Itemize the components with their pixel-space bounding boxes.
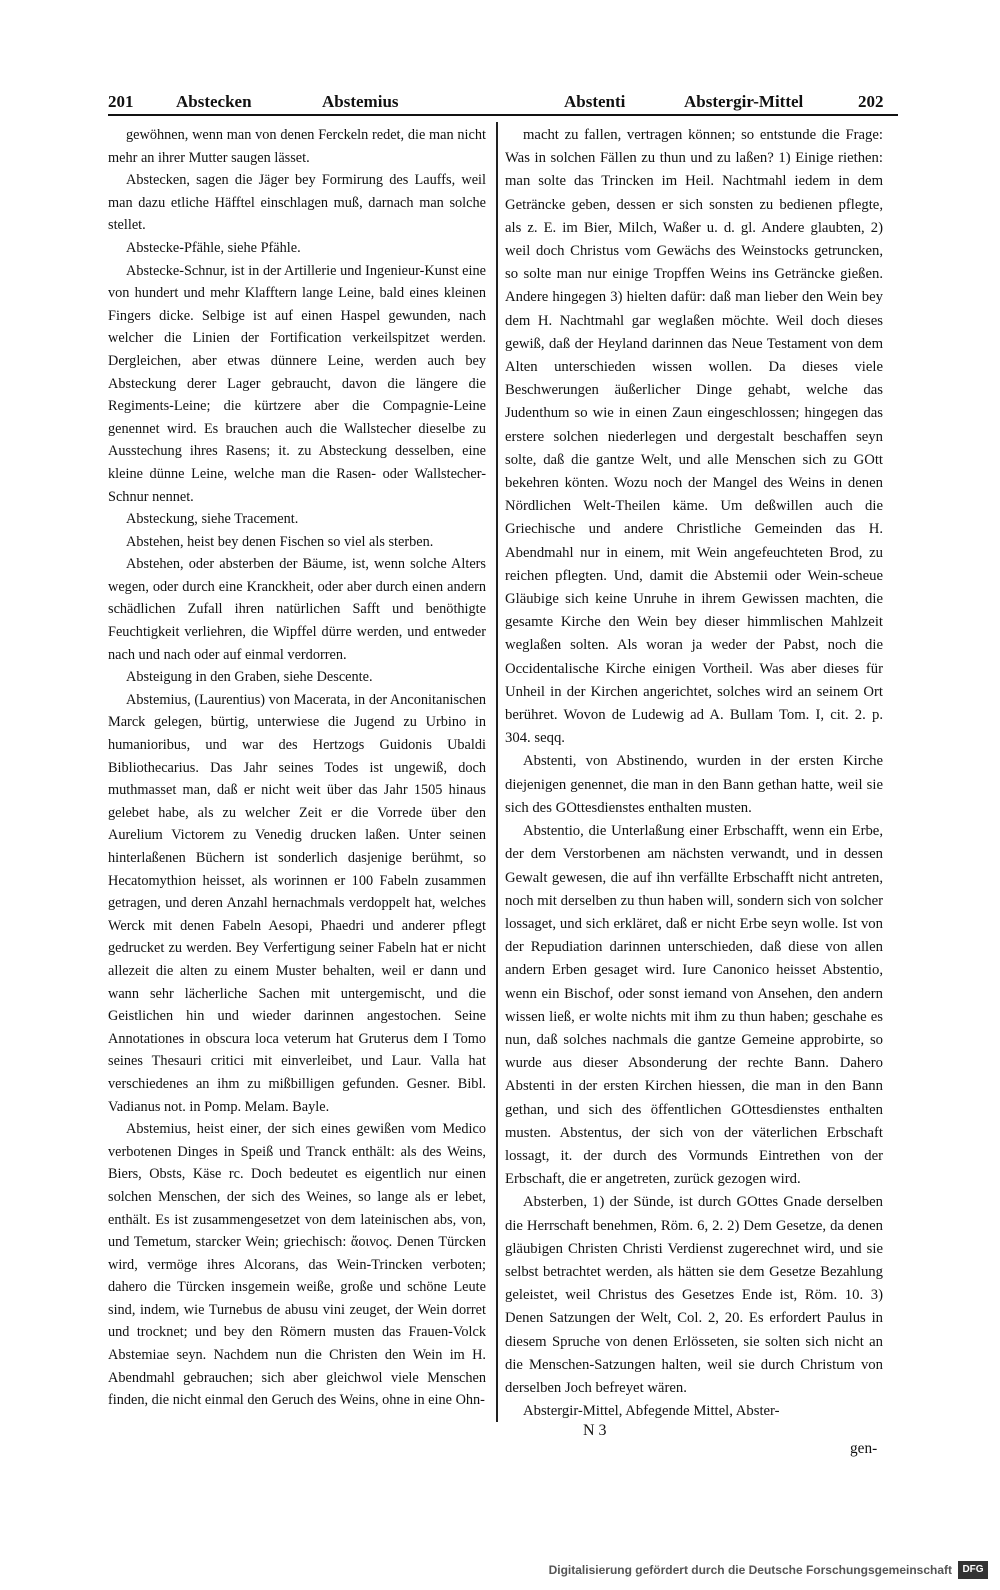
catchword: gen- bbox=[850, 1440, 878, 1457]
right-column bbox=[505, 124, 883, 1423]
signature-mark: N 3 bbox=[583, 1422, 607, 1439]
paragraph: Abstecken, sagen die Jäger bey Formirung des Lauffs, weil man dazu etliche Häfftel einschlagen muß, darnach man solche stellet. bbox=[108, 172, 486, 234]
left-column bbox=[108, 124, 486, 1412]
paragraph: Absteigung in den Graben, siehe Descente. bbox=[126, 669, 373, 686]
dfg-logo: DFG bbox=[958, 1561, 988, 1579]
paragraph: macht zu fallen, vertragen können; so entstunde die Frage: Was in solchen Fällen zu thun und zu laßen? 1) Einige riethen: man solte das Trincken im Heil. Nachtmahl iedem in dem Geträncke geben, dessen er sich sonsten zu bedienen pflegte, als z. E. im Bier, Milch, Waßer u. d. gl. Andere glaubten, 2) weil doch Christus vom Gewächs des Weinstocks getruncken, so solte man nur einige Tropffen Weins ins Geträncke gießen. Andere hingegen 3) hielten dafür: daß man lieber den Wein bey dem H. Nachtmahl gar weglaßen möchte. Weil doch dieses gewiß, daß der Heyland darinnen das Neue Testament von dem Alten unterschieden wissen wollen. Da dieses viele Beschwerungen äußerlicher Dinge gehabt, welche das Judenthum so wie in einen Zaun eingeschlossen; hingegen das erstere solchen niederlegen und dergestalt beschaffen seyn solte, daß die gantze Welt, und alle Menschen sich zu GOtt bekehren könten. Wozu noch der Mangel des Weins in denen Nördlichen Welt-Theilen käme. Um deßwillen auch die Griechische und andere Christliche Gemeinden das H. Abendmahl nur in einem, mit Wein angefeuchteten Brod, zu reichen pflegten. Und, damit die Abstemii oder Wein-scheue Gläubige sich keine Unruhe in ihrem Gewissen machten, die gesamte Kirche den Wein bey dieser himmlischen Mahlzeit weglaßen solten. Als woran ja weder der Pabst, noch die Occidentalische Kirche einigen Vortheil. Was aber dieses für Unheil in der Kirchen angerichtet, solches wird an seinem Ort berühret. Wovon de Ludewig ad A. Bullam Tom. I, cit. 2. p. 304. seqq. bbox=[505, 127, 883, 747]
paragraph: gewöhnen, wenn man von denen Ferckeln redet, die man nicht mehr an ihrer Mutter saugen lässet. bbox=[108, 127, 486, 166]
catchword-right-1: Abstenti bbox=[564, 92, 626, 111]
page-number-right: 202 bbox=[858, 92, 884, 111]
catchword-left-1: Abstecken bbox=[176, 92, 252, 111]
running-header bbox=[108, 88, 898, 118]
paragraph: Abstehen, oder absterben der Bäume, ist, wenn solche Alters wegen, oder durch eine Kranckheit, oder aber durch einen andern schädlichen Zufall ihren natürlichen Safft und benöthigte Feuchtigkeit verliehren, die Wipffel dürre werden, und entweder nach und nach oder auf einmal verdorren. bbox=[108, 556, 486, 663]
header-rule bbox=[108, 114, 898, 116]
paragraph: Abstemius, (Laurentius) von Macerata, in der Anconitanischen Marck gelegen, bürtig, unterwiese die Jugend zu Urbino in humanioribus, und war des Hertzogs Guidonis Ubaldi Bibliothecarius. Das Jahr seines Todes ist ungewiß, doch muthmasset man, daß er nicht weit über das Jahr 1505 hinaus gelebet habe, als zu welcher Zeit er die Vorrede über den Aurelium Victorem zu Venedig drucken laßen. Unter seinen hinterlaßenen Büchern ist sonderlich dasjenige berühmt, so Hecatomythion heisset, als worinnen er 100 Fabeln zusammen getragen, und deren Anzahl hernachmals verdoppelt hat, welches Werck mit denen Fabeln Aesopi, Phaedri und anderer pflegt gedrucket zu werden. Bey Verfertigung seiner Fabeln hat er nicht allezeit die alten zu einem Muster behalten, weil er dann und wann sehr lächerliche Sachen mit untergemischt, und die Geistlichen hin und wieder darinnen angestochen. Seine Annotationes in obscura loca veterum hat Gruterus dem I Tomo seines Thesauri critici mit einverleibet, und Laur. Valla hat verschiedenes an ihm zu mißbilligen gefunden. Gesner. Bibl. Vadianus not. in Pomp. Melam. Bayle. bbox=[108, 691, 486, 1115]
paragraph: Absterben, 1) der Sünde, ist durch GOttes Gnade derselben die Herrschaft benehmen, Röm. 6, 2. 2) Dem Gesetze, da denen gläubigen Christen Christi Verdienst zugerechnet wird, und sie selbst betrachtet werden, als hätten sie dem Gesetze Bezahlung geleistet, weil Christus des Gesetzes Ende ist, Röm. 10. 3) Denen Satzungen der Welt, Col. 2, 20. Es erfordert Paulus in diesem Spruche von denen Erlösseten, sie solten sich nicht an die Menschen-Satzungen halten, weil sie durch Christum von derselben Joch befreyet wären. bbox=[505, 1194, 883, 1396]
paragraph: Abstergir-Mittel, Abfegende Mittel, Abster- bbox=[523, 1403, 780, 1420]
page-number-left: 201 bbox=[108, 92, 134, 111]
paragraph: Abstecke-Schnur, ist in der Artillerie und Ingenieur-Kunst eine von hundert und mehr Klafftern lange Leine, bald eines kleinen Fingers dicke. Selbige ist auf einen Haspel gewunden, nach welcher die Linien der Fortification verkeilspitzet werden. Dergleichen, aber etwas dünnere Leine, werden auch bey Absteckung derer Lager gebraucht, davon die längere die Regiments-Leine; die kürtzere aber die Compagnie-Leine genennet wird. Es brauchen auch die Wallstecher dieselbe zu Ausstechung ihres Rasens; it. zu Absteckung desselben, eine kleine dünne Leine, welche man die Rasen- oder Wallstecher-Schnur nennet. bbox=[108, 262, 486, 505]
footer bbox=[549, 1559, 988, 1581]
paragraph: Absteckung, siehe Tracement. bbox=[126, 511, 299, 528]
footer-text: Digitalisierung gefördert durch die Deutsche Forschungsgemeinschaft bbox=[548, 1563, 952, 1577]
paragraph: Abstenti, von Abstinendo, wurden in der ersten Kirche diejenigen genennet, die man in den Bann gethan hatte, weil sie sich des GOttesdienstes enthalten musten. bbox=[505, 753, 883, 816]
paragraph: Abstentio, die Unterlaßung einer Erbschafft, wenn ein Erbe, der dem Verstorbenen am nächsten verwandt, und in dessen Gewalt gewesen, die auf ihn verfällte Erbschafft nicht antreten, noch mit derselben zu thun haben will, sondern sich von solcher lossaget, und sich erkläret, daß er nicht Erbe seyn wolle. Ist von der Repudiation darinnen unterschieden, daß diese von allen andern Erben gesaget wird. Iure Canonico heisset Abstentio, wenn ein Bischof, oder sonst iemand von Ansehen, den andern wissen ließ, er wolte nichts mit ihm zu thun haben; geschahe es nun, daß solches nachmals die gantze Gemeine approbirte, so wurde aus dieser Absonderung der rechte Bann. Dahero Abstenti in der ersten Kirchen hiessen, die man in den Bann gethan, und sich des öffentlichen GOttesdienstes enthalten musten. Abstentus, der sich von der väterlichen Erbschaft lossagt, it. der durch des Vormunds Eintrethen von der Erbschaft, die er angetreten, zurück gezogen wird. bbox=[505, 823, 883, 1188]
catchword-right-2: Abstergir-Mittel bbox=[684, 92, 804, 111]
paragraph: Abstecke-Pfähle, siehe Pfähle. bbox=[126, 239, 301, 256]
catchword-left-2: Abstemius bbox=[322, 92, 399, 111]
paragraph: Abstemius, heist einer, der sich eines gewißen vom Medico verbotenen Dinges in Speiß und Tranck enthält: als des Weins, Biers, Obsts, Käse rc. Doch bedeutet es eigentlich nur einen solchen Menschen, der sich des Weines, so lange als er lebet, enthält. Es ist zusammengesetzet von dem lateinischen abs, von, und Temetum, starcker Wein; griechisch: ἄοινος. Denen Türcken wird, vermöge ihres Alcorans, das Wein-Trincken verboten; dahero die Türcken insgemein weiße, große und schöne Leute sind, indem, wie Turnebus de abusu vini zeuget, der Wein dorret und trocknet; und bey den Römern musten das Frauen-Volck Abstemiae seyn. Nachdem nun die Christen den Wein im H. Abendmahl gebrauchen; sich aber gleichwol viele Menschen finden, die nicht einmal den Geruch des Weins, ohne in eine Ohn- bbox=[108, 1121, 486, 1409]
paragraph: Abstehen, heist bey denen Fischen so viel als sterben. bbox=[126, 533, 434, 550]
column-divider bbox=[496, 122, 498, 1422]
